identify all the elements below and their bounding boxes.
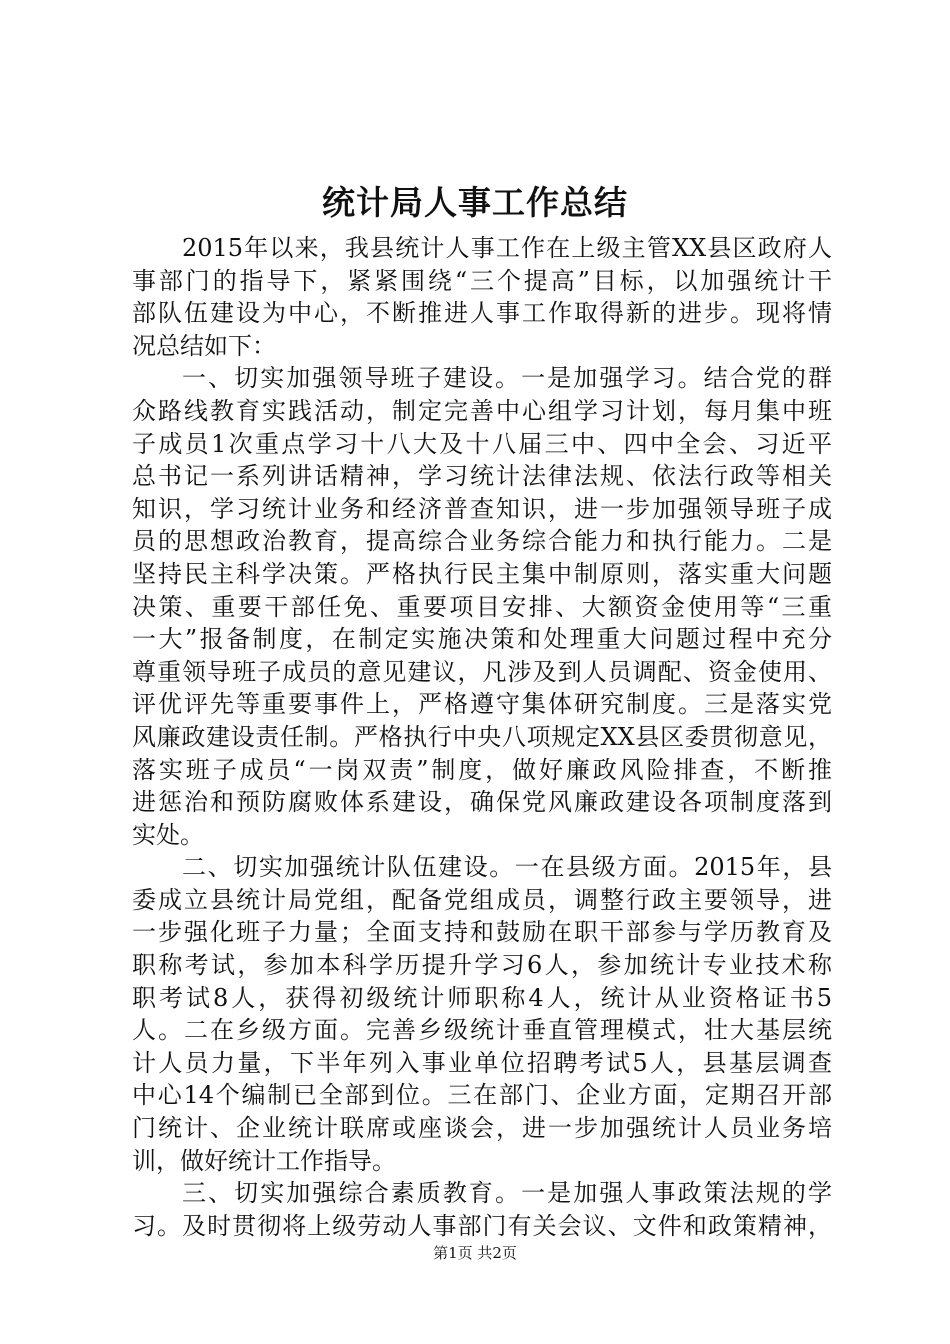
text-line: 子成员1次重点学习十八大及十八届三中、四中全会、习近平 [132,429,832,458]
text-line: 事部门的指导下，紧紧围绕“三个提高”目标，以加强统计干 [132,266,832,295]
text-line: 三、切实加强综合素质教育。一是加强人事政策法规的学 [182,1179,832,1208]
text-line: 二、切实加强统计队伍建设。一在县级方面。2015年，县 [182,853,832,882]
document-title: 统计局人事工作总结 [322,183,628,222]
text-line: 计人员力量，下半年列入事业单位招聘考试5人，县基层调查 [132,1048,832,1077]
text-line: 委成立县统计局党组，配备党组成员，调整行政主要领导，进 [132,885,832,914]
text-line: 况总结如下： [132,331,276,360]
text-line: 坚持民主科学决策。严格执行民主集中制原则，落实重大问题 [132,559,832,588]
text-line: 员的思想政治教育，提高综合业务综合能力和执行能力。二是 [132,527,832,556]
text-line: 落实班子成员“一岗双责”制度，做好廉政风险排查，不断推 [132,755,832,784]
document-body [132,232,832,1242]
text-line: 职考试8人，获得初级统计师职称4人，统计从业资格证书5 [132,983,832,1012]
text-line: 进惩治和预防腐败体系建设，确保党风廉政建设各项制度落到 [132,788,832,817]
text-line: 尊重领导班子成员的意见建议，凡涉及到人员调配、资金使用、 [132,657,832,686]
text-line: 实处。 [132,820,204,849]
text-line: 人。二在乡级方面。完善乡级统计垂直管理模式，壮大基层统 [132,1016,832,1045]
text-line: 评优评先等重要事件上，严格遵守集体研究制度。三是落实党 [132,690,832,719]
text-line: 门统计、企业统计联席或座谈会，进一步加强统计人员业务培 [132,1114,832,1143]
text-line: 部队伍建设为中心，不断推进人事工作取得新的进步。现将情 [132,299,832,328]
text-line: 一大”报备制度，在制定实施决策和处理重大问题过程中充分 [132,625,832,654]
text-line: 总书记一系列讲话精神，学习统计法律法规、依法行政等相关 [132,462,832,491]
text-line: 职称考试，参加本科学历提升学习6人，参加统计专业技术称 [132,951,832,980]
text-line: 决策、重要干部任免、重要项目安排、大额资金使用等“三重 [132,592,832,621]
text-line: 风廉政建设责任制。严格执行中央八项规定XX县区委贯彻意见， [132,722,832,751]
page-number-footer: 第1页 共2页 [433,1244,517,1262]
text-line: 中心14个编制已全部到位。三在部门、企业方面，定期召开部 [132,1081,832,1110]
text-line: 一、切实加强领导班子建设。一是加强学习。结合党的群 [182,364,832,393]
text-line: 知识，学习统计业务和经济普查知识，进一步加强领导班子成 [132,494,832,523]
text-line: 众路线教育实践活动，制定完善中心组学习计划，每月集中班 [132,396,832,425]
text-line: 一步强化班子力量；全面支持和鼓励在职干部参与学历教育及 [132,918,832,947]
text-line: 2015年以来，我县统计人事工作在上级主管XX县区政府人 [182,234,832,262]
text-line: 习。及时贯彻将上级劳动人事部门有关会议、文件和政策精神， [132,1211,832,1240]
text-line: 训，做好统计工作指导。 [132,1146,396,1175]
